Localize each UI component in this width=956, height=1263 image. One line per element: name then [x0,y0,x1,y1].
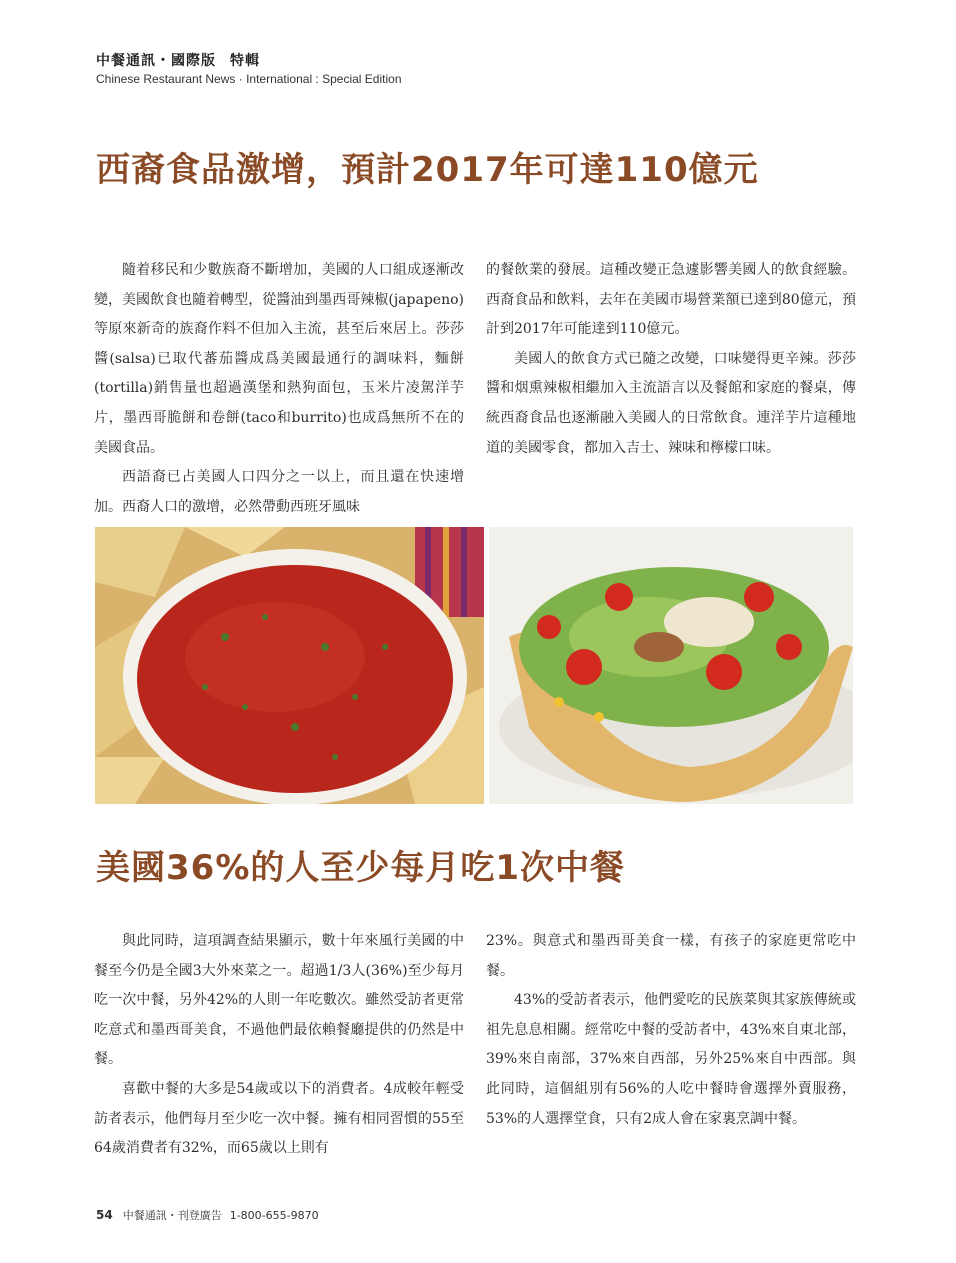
page-footer [96,1207,319,1223]
salsa-bowl-with-chips-icon [95,527,484,804]
article-2-paragraph-1: 與此同時，這項調查結果顯示，數十年來風行美國的中餐至今仍是全國3大外來菜之一。超過1/3人(36%)至少每月吃一次中餐，另外42%的人則一年吃數次。雖然受訪者更常吃意式和墨西哥美食，不過他們最依賴餐廳提供的仍然是中餐。 [94,933,464,1068]
article-1-right-column [486,256,856,463]
article-2-headline: 美國36%的人至少每月吃1次中餐 [96,848,626,888]
feature-label: 特輯 [230,53,260,69]
section-subtitle-en: Chinese Restaurant News · International : Special Edition [96,72,402,86]
article-1-left-column [94,256,464,522]
section-name: 中餐通訊・國際版 [96,53,216,69]
footer-publication: 中餐通訊・刊登廣告 [122,1209,222,1222]
footer-phone: 1-800-655-9870 [229,1209,319,1222]
section-title [96,50,402,70]
salsa-photo [95,527,484,804]
taco-salad-bowl-icon [489,527,853,804]
article-2-paragraph-2: 喜歡中餐的大多是54歲或以下的消費者。4成較年輕受訪者表示，他們每月至少吃一次中餐。擁有相同習慣的55至64歲消費者有32%，而65歲以上則有 [94,1080,464,1157]
article-2-right-column [486,927,856,1134]
article-2-left-column [94,927,464,1164]
page-number: 54 [96,1208,113,1222]
article-2-paragraph-2-continued: 23%。與意式和墨西哥美食一樣，有孩子的家庭更常吃中餐。 [486,933,856,979]
article-1-paragraph-1: 隨着移民和少數族裔不斷增加，美國的人口組成逐漸改變，美國飲食也隨着轉型，從醬油到墨西哥辣椒(japapeno)等原來新奇的族裔作料不但加入主流，甚至后來居上。莎莎醬(salsa)已取代蕃茄醬成爲美國最通行的調味料，麵餅(tortilla)銷售量也超過漢堡和熱狗面包，玉米片凌駕洋芋片，墨西哥脆餅和卷餅(taco和burrito)也成爲無所不在的美國食品。 [94,262,464,456]
article-2-paragraph-3: 43%的受訪者表示，他們愛吃的民族菜與其家族傳統或祖先息息相關。經常吃中餐的受訪者中，43%來自東北部，39%來自南部，37%來自西部，另外25%來自中西部。與此同時，這個組別有56%的人吃中餐時會選擇外賣服務，53%的人選擇堂食，只有2成人會在家裏烹調中餐。 [486,992,856,1127]
article-1-headline: 西裔食品激增，預計2017年可達110億元 [96,150,759,190]
article-1-paragraph-2: 西語裔已占美國人口四分之一以上，而且還在快速增加。西裔人口的激增，必然帶動西班牙風味 [94,469,464,515]
running-header [96,50,402,86]
article-1-paragraph-3: 美國人的飲食方式已隨之改變，口味變得更辛辣。莎莎醬和烟熏辣椒相繼加入主流語言以及餐館和家庭的餐桌，傳統西裔食品也逐漸融入美國人的日常飲食。連洋芋片這種地道的美國零食，都加入吉士、辣味和檸檬口味。 [486,350,856,456]
taco-salad-photo [489,527,853,804]
article-1-paragraph-2-continued: 的餐飲業的發展。這種改變正急遽影響美國人的飲食經驗。西裔食品和飲料，去年在美國市場營業額已達到80億元，預計到2017年可能達到110億元。 [486,262,856,338]
